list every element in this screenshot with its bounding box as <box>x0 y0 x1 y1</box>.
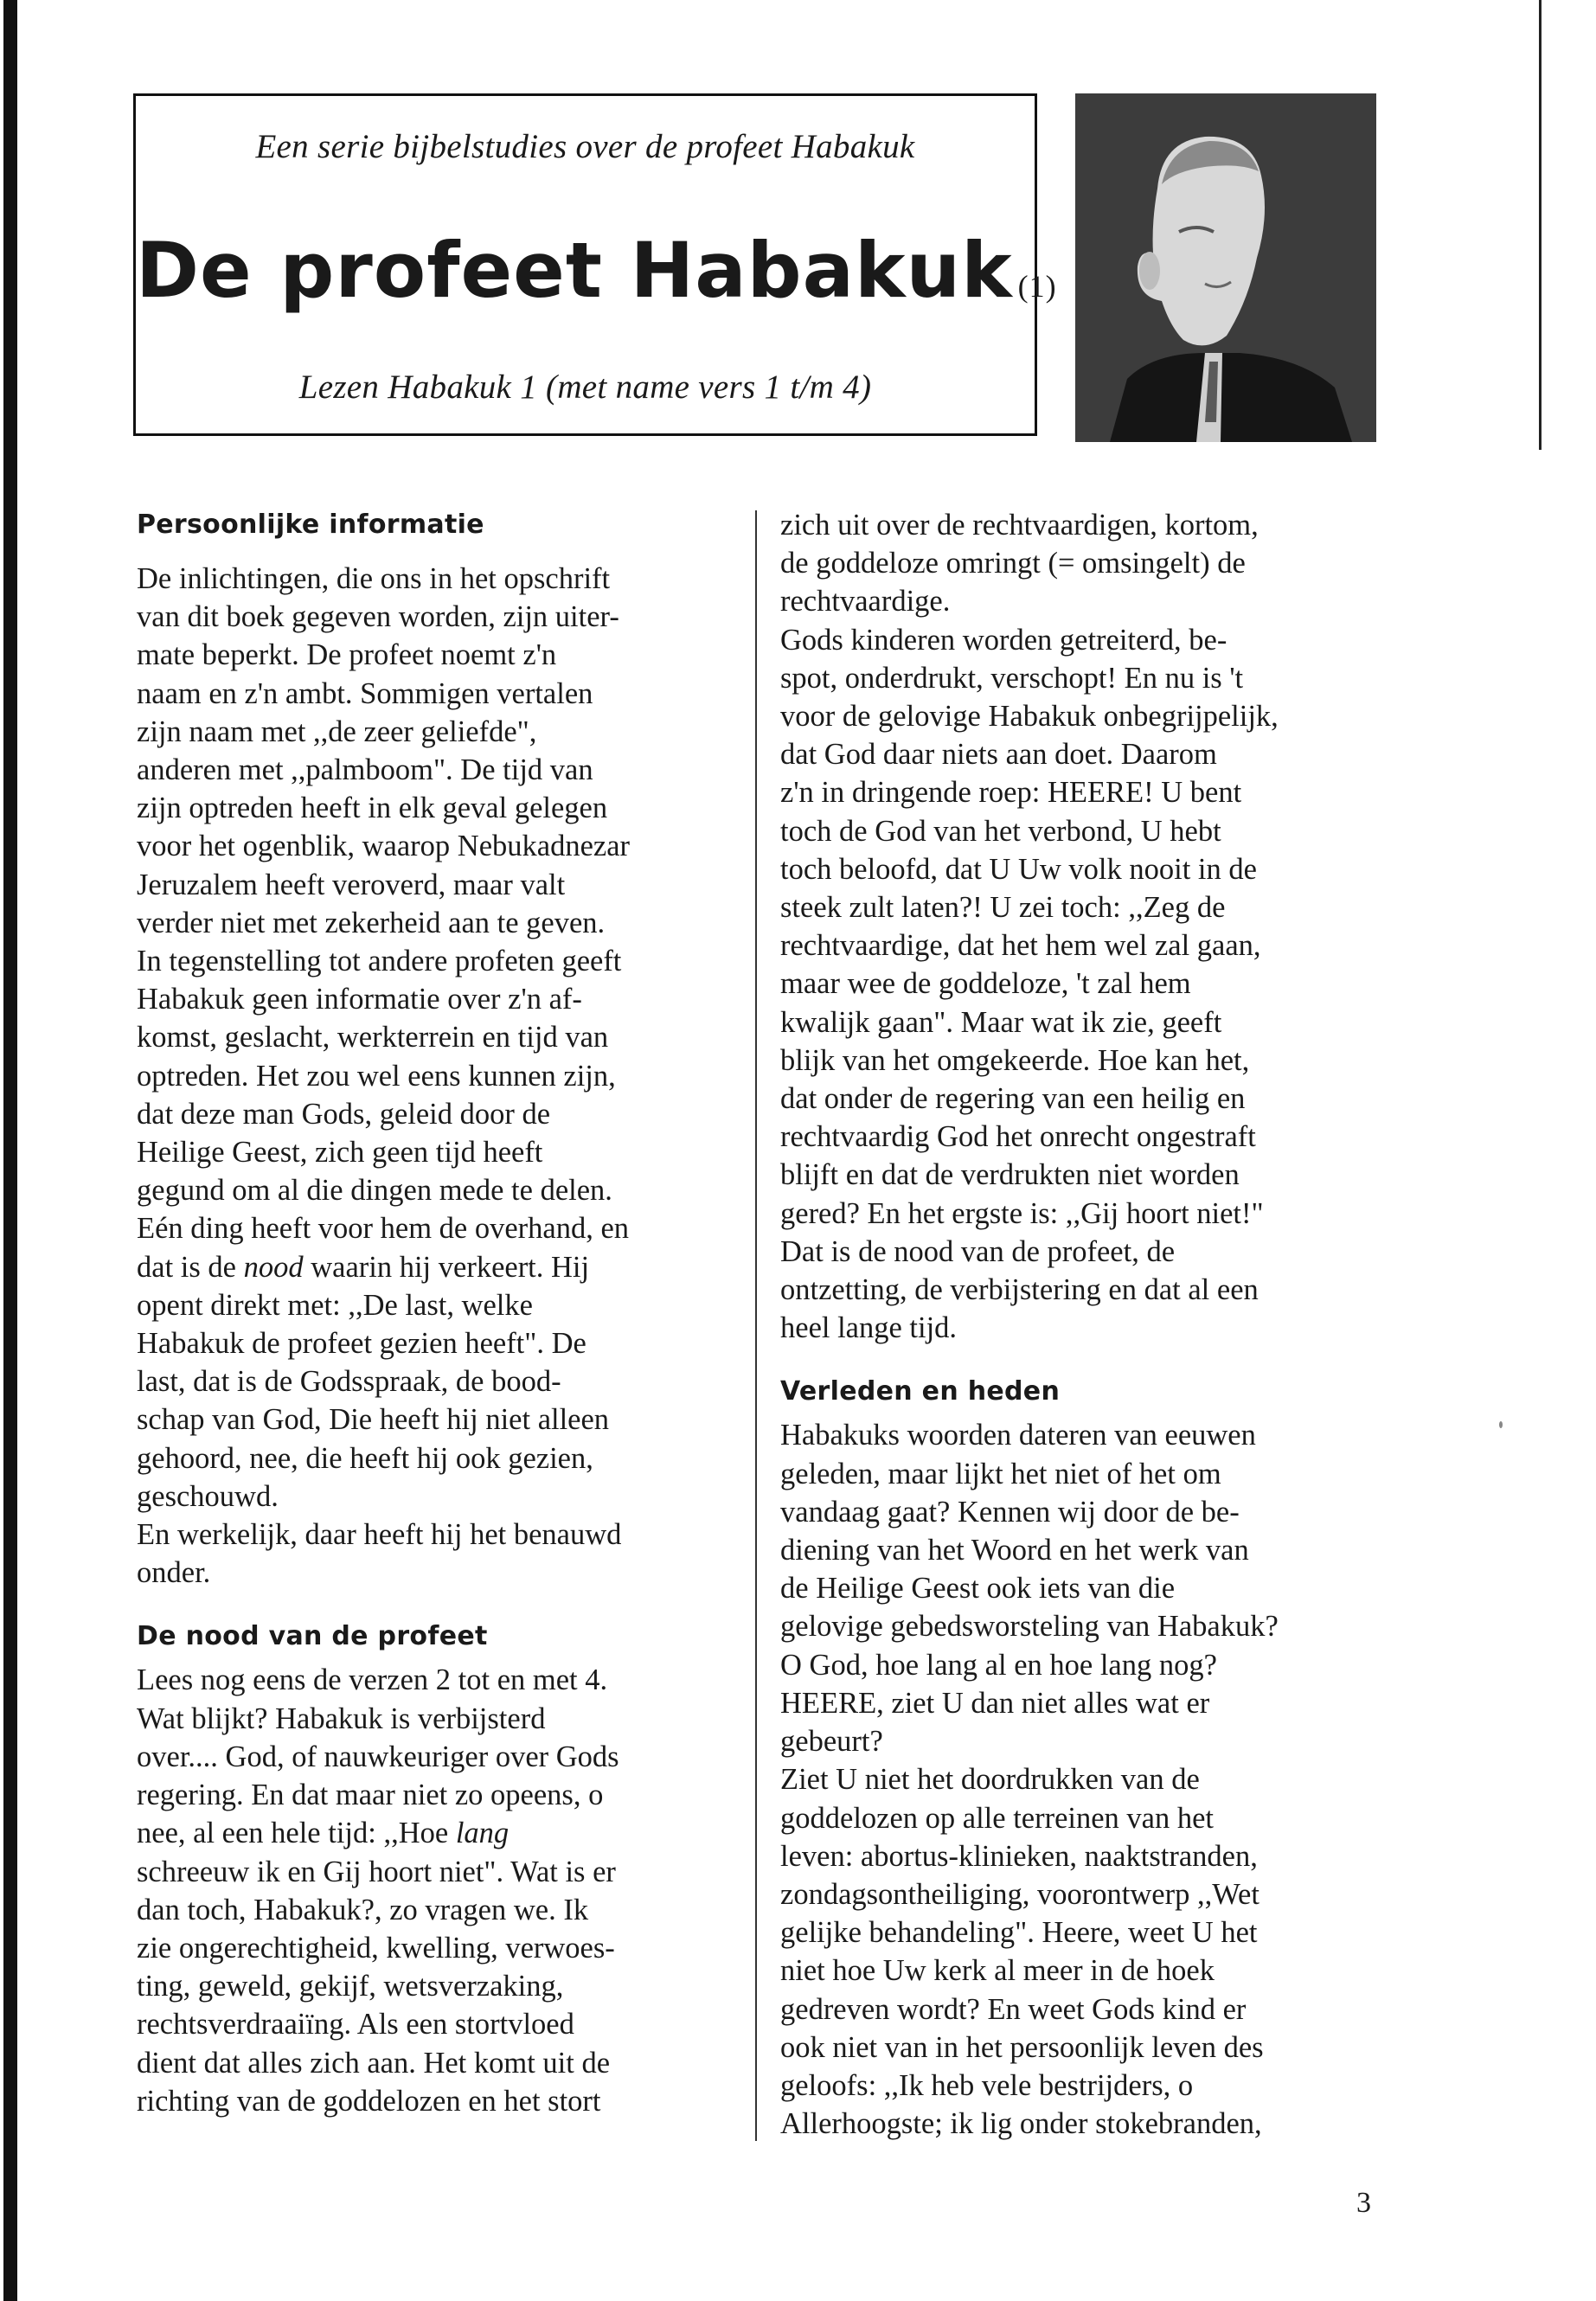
page-number: 3 <box>1356 2187 1371 2219</box>
emphasis-lang: lang <box>455 1817 510 1850</box>
title-box <box>133 93 1057 436</box>
paragraph-nood-post: waarin hij verkeert. Hij opent direkt met: ,,De last, welke Habakuk de profeet gezien heeft". De last, dat is de Godsspraak, de bood- schap van God, Die heeft hij niet alleen gehoord, nee, die heeft hij ook gezien, geschouwd. En werkelijk, daar heeft hij het benauwd onder. <box>137 1250 622 1590</box>
portrait-photo <box>1075 93 1376 442</box>
right-column <box>780 506 1368 2143</box>
article-part-number: (1) <box>1017 269 1057 304</box>
reading-reference: Lezen Habakuk 1 (met name vers 1 t/m 4) <box>298 369 872 406</box>
paragraph-nood-profeet-pre: Lees nog eens de verzen 2 tot en met 4. Wat blijkt? Habakuk is verbijsterd over.... God, of nauwkeuriger over Gods regering. En dat maar niet zo opeens, o nee, al een hele tijd: ,,Hoe <box>137 1663 619 1850</box>
paragraph-verleden-heden: Habakuks woorden dateren van eeuwen geleden, maar lijkt het niet of het om vandaag gaat? Kennen wij door de be- diening van het Woord en het werk van de Heilige Geest ook iets van die gelovige gebedsworsteling van Habakuk? O God, hoe lang al en hoe lang nog? HEERE, ziet U dan niet alles wat er gebeurt? Ziet U niet het doordrukken van de goddelozen op alle terreinen van het leven: abortus-klinieken, naaktstranden, zondagsontheiliging, voorontwerp ,,Wet gelijke behandeling". Heere, weet U het niet hoe Uw kerk al meer in de hoek gedreven wordt? En weet Gods kind er ook niet van in het persoonlijk leven des geloofs: ,,Ik heb vele bestrijders, o Allerhoogste; ik lig onder stokebranden, <box>780 1419 1279 2141</box>
paragraph-personal-info <box>137 560 725 1592</box>
paragraph-nood-profeet-post: schreeuw ik en Gij hoort niet". Wat is er dan toch, Habakuk?, zo vragen we. Ik zie ongerechtigheid, kwelling, verwoes- ting, geweld, gekijf, wetsverzaking, rechtsverdraaiïng. Als een stortvloed dient dat alles zich aan. Het komt uit de richting van de goddelozen en het stort <box>137 1855 616 2118</box>
portrait-icon <box>1075 93 1376 442</box>
heading-verleden-en-heden: Verleden en heden <box>780 1376 1061 1407</box>
series-subtitle: Een serie bijbelstudies over de profeet Habakuk <box>255 128 915 165</box>
paragraph-continuation: zich uit over de rechtvaardigen, kortom, de goddeloze omringt (= omsingelt) de rechtvaardige. Gods kinderen worden getreiterd, be- spot, onderdrukt, verschopt! En nu is 't voor de gelovige Habakuk onbegrijpelijk, dat God daar niets aan doet. Daarom z'n in dringende roep: HEERE! U bent toch de God van het verbond, U hebt toch beloofd, dat U Uw volk nooit in de steek zult laten?! U zei toch: ,,Zeg de rechtvaardige, dat het hem wel zal gaan, maar wee de goddeloze, 't zal hem kwalijk gaan". Maar wat ik zie, geeft blijk van het omgekeerde. Hoe kan het, dat onder de regering van een heilig en rechtvaardig God het onrecht ongestraft blijft en dat de verdrukten niet worden gered? En het ergste is: ,,Gij hoort niet!" Dat is de nood van de profeet, de ontzetting, de verbijstering en dat al een heel lange tijd. <box>780 509 1279 1345</box>
article-title-text: De profeet Habakuk <box>136 226 1013 315</box>
scan-speck <box>1499 1421 1503 1428</box>
article-title <box>136 226 1057 315</box>
left-column <box>137 506 725 2120</box>
scan-edge-left <box>3 0 17 2301</box>
paragraph-personal-info-text: De inlichtingen, die ons in het opschrift van dit boek gegeven worden, zijn uiter- mate beperkt. De profeet noemt z'n naam en z'n ambt. Sommigen vertalen zijn naam met ,,de zeer geliefde", anderen met ,,palmboom". De tijd van zijn optreden heeft in elk geval gelegen voor het ogenblik, waarop Nebukadnezar Jeruzalem heeft veroverd, maar valt verder niet met zekerheid aan te geven. In tegenstelling tot andere profeten geeft Habakuk geen informatie over z'n af- komst, geslacht, werkterrein en tijd van optreden. Het zou wel eens kunnen zijn, dat deze man Gods, geleid door de Heilige Geest, zich geen tijd heeft gegund om al die dingen mede te delen. Eén ding heeft voor hem de overhand, en <box>137 562 630 1246</box>
emphasis-nood: nood <box>243 1250 304 1284</box>
paragraph-nood-pre: dat is de <box>137 1250 244 1284</box>
heading-persoonlijke-informatie: Persoonlijke informatie <box>137 510 484 540</box>
scan-edge-right <box>1539 0 1542 450</box>
column-divider <box>755 510 757 2141</box>
paragraph-nood-profeet <box>137 1661 725 2119</box>
heading-nood-van-de-profeet: De nood van de profeet <box>137 1621 488 1652</box>
